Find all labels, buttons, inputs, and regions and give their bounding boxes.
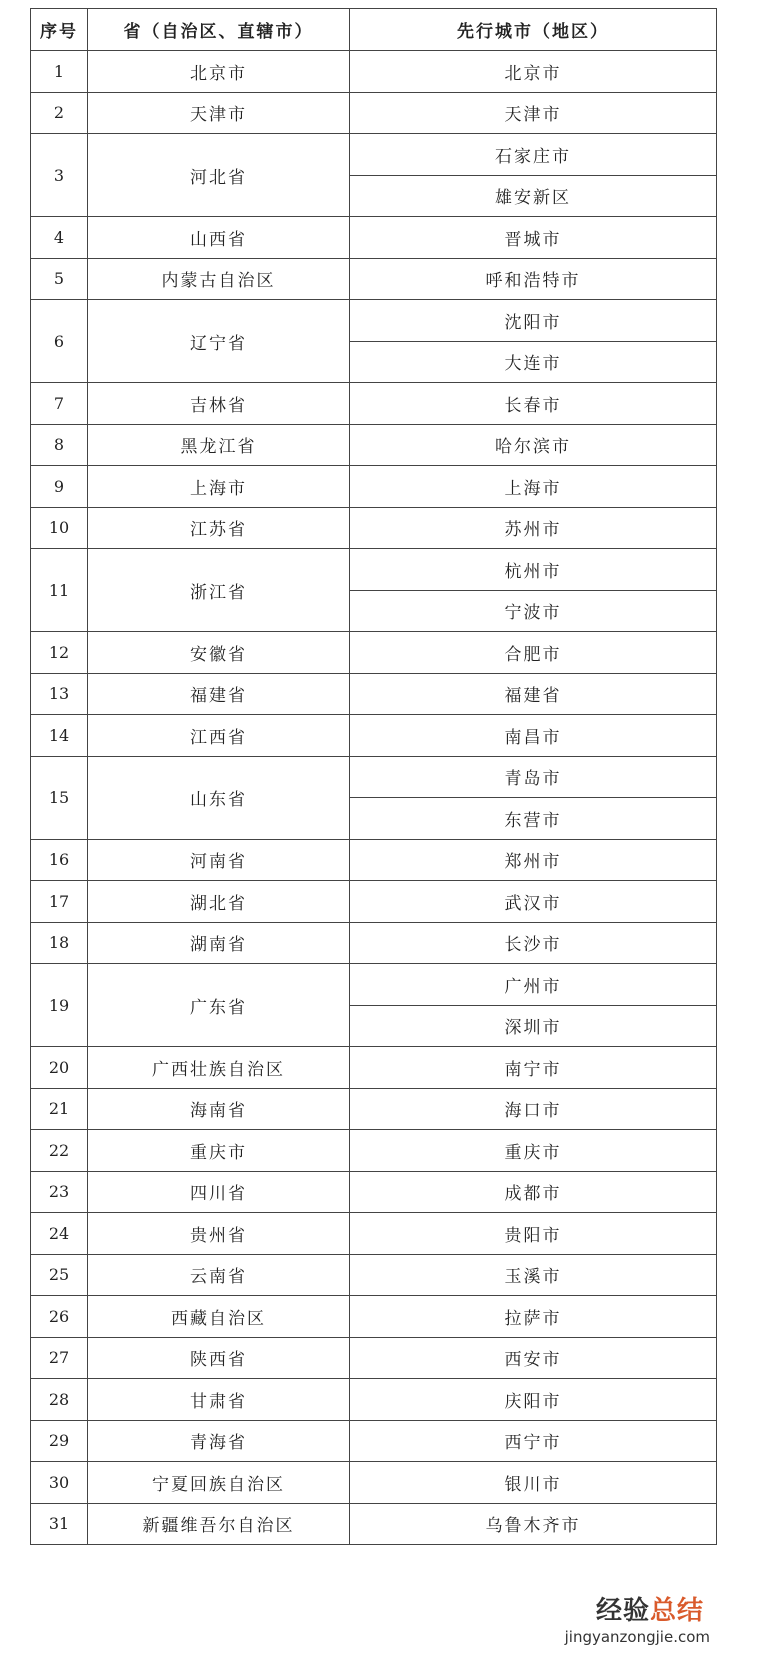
row-seq: 25 xyxy=(31,1254,88,1296)
row-seq: 5 xyxy=(31,258,88,300)
row-city: 重庆市 xyxy=(350,1130,717,1172)
row-province: 湖南省 xyxy=(88,922,350,964)
table-row xyxy=(31,51,717,93)
row-city: 哈尔滨市 xyxy=(350,424,717,466)
row-province: 甘肃省 xyxy=(88,1379,350,1421)
row-city: 上海市 xyxy=(350,466,717,508)
row-seq: 23 xyxy=(31,1171,88,1213)
header-seq: 序号 xyxy=(31,9,88,51)
row-seq: 10 xyxy=(31,507,88,549)
row-city: 拉萨市 xyxy=(350,1296,717,1338)
row-province: 江苏省 xyxy=(88,507,350,549)
table-row xyxy=(31,1213,717,1255)
row-city: 广州市 xyxy=(350,964,717,1006)
city-table-container xyxy=(30,8,716,1545)
row-seq: 20 xyxy=(31,1047,88,1089)
row-province: 海南省 xyxy=(88,1088,350,1130)
row-city: 郑州市 xyxy=(350,839,717,881)
row-province: 北京市 xyxy=(88,51,350,93)
row-province: 辽宁省 xyxy=(88,300,350,383)
table-row xyxy=(31,383,717,425)
row-seq: 2 xyxy=(31,92,88,134)
row-city: 庆阳市 xyxy=(350,1379,717,1421)
table-row xyxy=(31,466,717,508)
header-city: 先行城市（地区） xyxy=(350,9,717,51)
row-seq: 3 xyxy=(31,134,88,217)
row-province: 四川省 xyxy=(88,1171,350,1213)
row-city: 武汉市 xyxy=(350,881,717,923)
table-row xyxy=(31,1047,717,1089)
table-row xyxy=(31,1254,717,1296)
row-city: 长春市 xyxy=(350,383,717,425)
table-row xyxy=(31,424,717,466)
table-row xyxy=(31,549,717,591)
row-city: 呼和浩特市 xyxy=(350,258,717,300)
table-row xyxy=(31,1337,717,1379)
row-city: 南宁市 xyxy=(350,1047,717,1089)
row-city: 晋城市 xyxy=(350,217,717,259)
table-row xyxy=(31,92,717,134)
row-seq: 18 xyxy=(31,922,88,964)
row-city: 海口市 xyxy=(350,1088,717,1130)
row-city: 深圳市 xyxy=(350,1005,717,1047)
row-seq: 22 xyxy=(31,1130,88,1172)
row-province: 江西省 xyxy=(88,715,350,757)
table-row xyxy=(31,1296,717,1338)
row-seq: 14 xyxy=(31,715,88,757)
table-row xyxy=(31,1171,717,1213)
row-seq: 4 xyxy=(31,217,88,259)
table-row xyxy=(31,217,717,259)
row-seq: 27 xyxy=(31,1337,88,1379)
row-city: 雄安新区 xyxy=(350,175,717,217)
row-province: 天津市 xyxy=(88,92,350,134)
row-seq: 24 xyxy=(31,1213,88,1255)
watermark-logo xyxy=(564,1590,770,1652)
header-province: 省（自治区、直辖市） xyxy=(88,9,350,51)
row-city: 贵阳市 xyxy=(350,1213,717,1255)
table-row xyxy=(31,1130,717,1172)
row-province: 重庆市 xyxy=(88,1130,350,1172)
row-city: 宁波市 xyxy=(350,590,717,632)
table-row xyxy=(31,507,717,549)
row-city: 福建省 xyxy=(350,673,717,715)
row-seq: 13 xyxy=(31,673,88,715)
row-province: 山东省 xyxy=(88,756,350,839)
row-seq: 16 xyxy=(31,839,88,881)
row-city: 天津市 xyxy=(350,92,717,134)
row-city: 南昌市 xyxy=(350,715,717,757)
row-seq: 12 xyxy=(31,632,88,674)
table-body xyxy=(31,51,717,1545)
row-province: 河北省 xyxy=(88,134,350,217)
table-row xyxy=(31,756,717,798)
row-seq: 31 xyxy=(31,1503,88,1545)
row-province: 贵州省 xyxy=(88,1213,350,1255)
row-city: 合肥市 xyxy=(350,632,717,674)
row-province: 云南省 xyxy=(88,1254,350,1296)
row-seq: 19 xyxy=(31,964,88,1047)
row-city: 银川市 xyxy=(350,1462,717,1504)
table-row xyxy=(31,881,717,923)
row-seq: 15 xyxy=(31,756,88,839)
row-province: 吉林省 xyxy=(88,383,350,425)
table-row xyxy=(31,300,717,342)
table-row xyxy=(31,964,717,1006)
row-city: 沈阳市 xyxy=(350,300,717,342)
row-city: 玉溪市 xyxy=(350,1254,717,1296)
row-province: 福建省 xyxy=(88,673,350,715)
row-seq: 17 xyxy=(31,881,88,923)
row-province: 浙江省 xyxy=(88,549,350,632)
table-row xyxy=(31,258,717,300)
table-row xyxy=(31,1420,717,1462)
table-row xyxy=(31,1462,717,1504)
row-seq: 29 xyxy=(31,1420,88,1462)
row-province: 西藏自治区 xyxy=(88,1296,350,1338)
table-row xyxy=(31,922,717,964)
table-row xyxy=(31,632,717,674)
row-province: 青海省 xyxy=(88,1420,350,1462)
row-province: 湖北省 xyxy=(88,881,350,923)
watermark-url: jingyanzongjie.com xyxy=(564,1628,710,1646)
row-seq: 6 xyxy=(31,300,88,383)
row-province: 广西壮族自治区 xyxy=(88,1047,350,1089)
row-city: 杭州市 xyxy=(350,549,717,591)
table-header-row xyxy=(31,9,717,51)
row-seq: 7 xyxy=(31,383,88,425)
table-row xyxy=(31,134,717,176)
row-seq: 9 xyxy=(31,466,88,508)
table-row xyxy=(31,1088,717,1130)
row-city: 长沙市 xyxy=(350,922,717,964)
row-city: 东营市 xyxy=(350,798,717,840)
row-city: 石家庄市 xyxy=(350,134,717,176)
row-seq: 28 xyxy=(31,1379,88,1421)
row-province: 广东省 xyxy=(88,964,350,1047)
row-province: 山西省 xyxy=(88,217,350,259)
table-row xyxy=(31,1503,717,1545)
table-row xyxy=(31,839,717,881)
row-province: 内蒙古自治区 xyxy=(88,258,350,300)
city-table xyxy=(30,8,717,1545)
row-seq: 8 xyxy=(31,424,88,466)
row-city: 西安市 xyxy=(350,1337,717,1379)
table-row xyxy=(31,1379,717,1421)
watermark-cn: 经验总结 xyxy=(595,1596,704,1626)
row-seq: 11 xyxy=(31,549,88,632)
row-seq: 21 xyxy=(31,1088,88,1130)
row-city: 成都市 xyxy=(350,1171,717,1213)
row-city: 大连市 xyxy=(350,341,717,383)
table-row xyxy=(31,715,717,757)
table-row xyxy=(31,673,717,715)
row-city: 青岛市 xyxy=(350,756,717,798)
row-seq: 1 xyxy=(31,51,88,93)
row-city: 北京市 xyxy=(350,51,717,93)
row-city: 苏州市 xyxy=(350,507,717,549)
row-province: 宁夏回族自治区 xyxy=(88,1462,350,1504)
row-province: 河南省 xyxy=(88,839,350,881)
row-city: 乌鲁木齐市 xyxy=(350,1503,717,1545)
row-province: 黑龙江省 xyxy=(88,424,350,466)
row-province: 新疆维吾尔自治区 xyxy=(88,1503,350,1545)
row-province: 安徽省 xyxy=(88,632,350,674)
row-seq: 30 xyxy=(31,1462,88,1504)
row-province: 上海市 xyxy=(88,466,350,508)
row-city: 西宁市 xyxy=(350,1420,717,1462)
row-seq: 26 xyxy=(31,1296,88,1338)
row-province: 陕西省 xyxy=(88,1337,350,1379)
